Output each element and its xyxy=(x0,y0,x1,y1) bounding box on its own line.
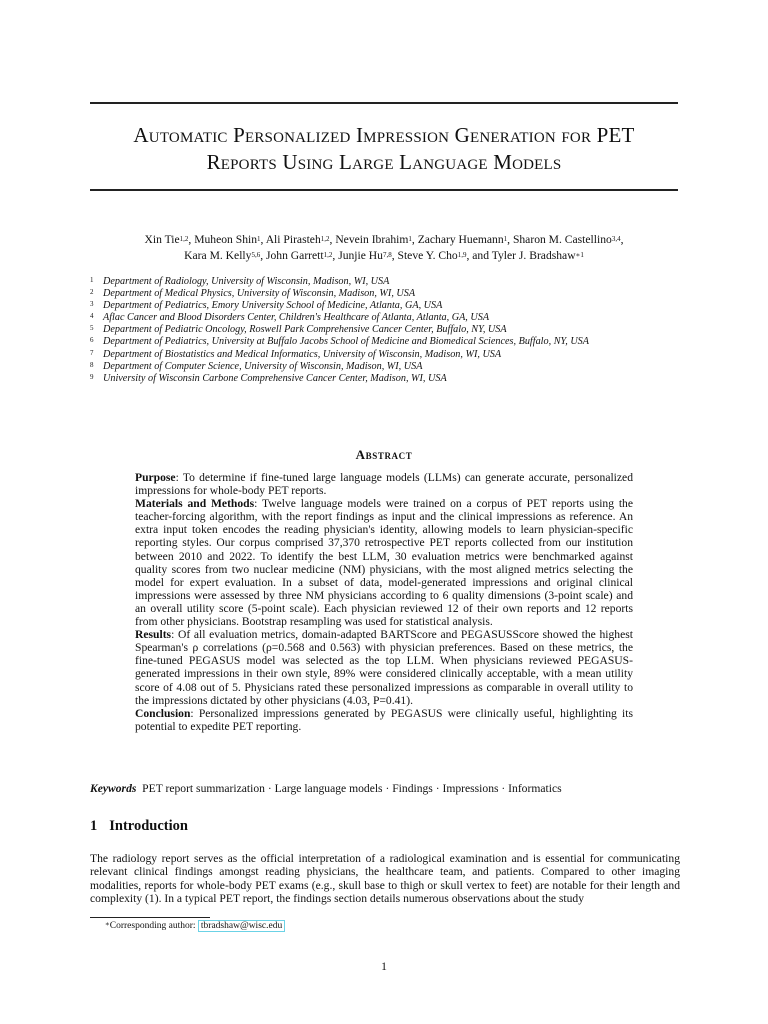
affiliation-item xyxy=(90,288,690,300)
footnote-mark: ∗ xyxy=(105,920,110,928)
top-rule xyxy=(90,102,678,104)
title-line-2 xyxy=(90,149,678,176)
abstract-text: : Of all evaluation metrics, domain-adapted BARTScore and PEGASUSScore showed the highest Spearman's ρ correlations (ρ=0.568 and 0.563) with physician preferences. Based on these metrics, the fine-tuned PEGASUS model was selected as the top LLM. When physicians reviewed PEGASUS-generated impressions in their own style, 89% were considered clinically acceptable, with a mean utility score of 4.08 out of 5. Physicians rated these personalized impressions as comparable in overall utility to the impressions dictated by other physicians (4.03, P=0.41). xyxy=(135,628,633,707)
title-smallcaps: utomatic xyxy=(148,123,234,147)
keywords xyxy=(90,782,562,795)
keywords-text: PET report summarization · Large language models · Findings · Impressions · Informatics xyxy=(142,782,562,795)
author-name: Junjie Hu xyxy=(338,249,383,262)
author-name: Ali Pirasteh xyxy=(265,233,321,246)
section-heading xyxy=(90,818,188,835)
abstract-label: Results xyxy=(135,628,172,642)
author-name: Muheon Shin xyxy=(194,233,258,246)
author-line-2: Kara M. Kelly$^{5,6}$, John Garrett$^{1,2}$, Junjie Hu$^{7,8}$, Steve Y. Cho$^{1,9}$, and Tyler J. Bradshaw$^{∗1}$ xyxy=(184,249,584,262)
affiliation-text: Department of Medical Physics, University of Wisconsin, Madison, WI, USA xyxy=(103,288,416,300)
affiliation-number: 9 xyxy=(90,372,94,381)
affiliation-item xyxy=(90,373,690,385)
title-cap: L xyxy=(399,150,413,174)
author-affil-mark: 1,2 xyxy=(179,235,189,243)
title-smallcaps: eneration for xyxy=(469,123,597,147)
abstract-label: Materials and Methods xyxy=(135,497,255,511)
author-affil-mark: 1 xyxy=(257,235,261,243)
affiliation-item xyxy=(90,349,690,361)
abstract-label: Conclusion xyxy=(135,706,191,720)
intro-paragraph: The radiology report serves as the official interpretation of a radiological examination and is essential for communicating relevant clinical findings amongst reading physicians, the healthcare team, and patients. Compared to other imaging modalities, reports for whole-body PET exams (e.g., skull base to thigh or skull vertex to feet) are notable for their length and complexity (1). In a typical PET report, the findings section details numerous observations about the study xyxy=(90,852,680,905)
affiliation-number: 1 xyxy=(90,276,94,284)
title-smallcaps: eports xyxy=(220,150,283,174)
author-affil-mark: 1,9 xyxy=(457,251,467,259)
author-affil-mark: 1 xyxy=(408,235,412,243)
title-smallcaps: odels xyxy=(512,150,562,174)
affiliation-item xyxy=(90,300,690,312)
author-affil-mark: 1 xyxy=(503,235,508,243)
author-affil-mark: ∗1 xyxy=(575,251,584,259)
title-cap: U xyxy=(282,150,298,174)
affiliation-item xyxy=(90,324,690,336)
affiliation-text: Department of Pediatrics, Emory University School of Medicine, Atlanta, GA, USA xyxy=(103,300,443,312)
author-name: Xin Tie xyxy=(144,233,180,246)
author-affil-mark: 5,6 xyxy=(251,251,261,259)
affiliation-number: 2 xyxy=(90,288,94,297)
abstract-paragraph xyxy=(135,707,633,733)
author-affil-mark: 7,8 xyxy=(382,251,392,259)
affiliation-number: 6 xyxy=(90,336,94,345)
author-affil-mark: 1,2 xyxy=(323,251,333,259)
affiliation-text: Department of Computer Science, University of Wisconsin, Madison, WI, USA xyxy=(103,360,423,372)
title-cap: M xyxy=(493,150,513,174)
author-name: Zachary Huemann xyxy=(417,233,504,246)
affiliation-text: Aflac Cancer and Blood Disorders Center, Children's Healthcare of Atlanta, Atlanta, GA, USA xyxy=(103,312,490,324)
author-name: Sharon M. Castellino xyxy=(512,233,612,246)
author-affil-mark: 3,4 xyxy=(611,235,621,243)
title-cap: L xyxy=(339,150,353,174)
affiliation-number: 4 xyxy=(90,312,94,321)
abstract-label: Purpose xyxy=(135,471,176,484)
title-line-1 xyxy=(90,122,678,149)
title-smallcaps: ersonalized xyxy=(244,123,356,147)
abstract-paragraph xyxy=(135,497,633,628)
author-affil-mark: 1,2 xyxy=(320,235,330,243)
author-name: Steve Y. Cho xyxy=(397,249,458,262)
author-name: Nevein Ibrahim xyxy=(335,233,409,246)
affiliation-text: University of Wisconsin Carbone Comprehensive Cancer Center, Madison, WI, USA xyxy=(103,372,447,384)
affiliation-item xyxy=(90,361,690,373)
title-cap: PET xyxy=(596,123,635,147)
affiliation-item xyxy=(90,336,690,348)
affiliation-item xyxy=(90,276,690,288)
affiliation-number: 3 xyxy=(90,300,94,309)
title-cap: I xyxy=(355,123,364,147)
author-name: Kara M. Kelly xyxy=(184,249,252,262)
abstract-paragraph xyxy=(135,471,633,497)
abstract-body xyxy=(135,471,633,733)
footnote-label: Corresponding author: xyxy=(109,921,198,931)
abstract-text: : Personalized impressions generated by PEGASUS were clinically useful, highlighting its potential to expedite PET reporting. xyxy=(135,706,633,733)
affiliation-text: Department of Pediatrics, University at Buffalo Jacobs School of Medicine and Biomedical Sciences, Buffalo, NY, USA xyxy=(103,336,589,348)
section-number: 1 xyxy=(90,818,98,834)
abstract-text: : Twelve language models were trained on a corpus of PET reports using the teacher-forcing algorithm, with the report findings as input and the clinical impressions as reference. An extra input token encodes the reading physician's identity, allowing models to learn physician-specific reporting styles. Our corpus comprised 37,370 retrospective PET reports collected from our institution between 2010 and 2022. To identify the best LLM, 30 evaluation metrics were benchmarked against quality scores from two nuclear medicine (NM) physicians, with the most aligned metrics selecting the model for expert evaluation. In a subset of data, model-generated impressions and original clinical impressions were assessed by three NM physicians according to 6 quality dimensions (3-point scale) and an overall utility score (5-point scale). Each physician reviewed 12 of their own reports and 12 reports from other physicians. Bootstrap resampling was used for statistical analysis. xyxy=(135,497,633,629)
footnote xyxy=(105,921,285,931)
author-name: and Tyler J. Bradshaw xyxy=(472,249,576,262)
title-cap: P xyxy=(233,123,245,147)
bottom-title-rule xyxy=(90,189,678,191)
title-smallcaps: arge xyxy=(352,150,400,174)
affiliation-text: Department of Biostatistics and Medical Informatics, University of Wisconsin, Madison, WI, USA xyxy=(103,348,502,360)
affiliation-number: 8 xyxy=(90,360,94,369)
affiliation-item xyxy=(90,312,690,324)
affiliation-number: 5 xyxy=(90,324,94,333)
affiliation-number: 7 xyxy=(90,348,94,357)
title-cap: R xyxy=(206,150,221,174)
author-name: John Garrett xyxy=(266,249,324,262)
title-cap: G xyxy=(454,123,470,147)
author-list xyxy=(90,232,678,264)
affiliation-text: Department of Pediatric Oncology, Roswell Park Comprehensive Cancer Center, Buffalo, NY, USA xyxy=(103,324,507,336)
page-number: 1 xyxy=(381,960,387,973)
title-smallcaps: mpression xyxy=(363,123,455,147)
corresponding-email-link[interactable]: tbradshaw@wisc.edu xyxy=(198,920,285,932)
keywords-label: Keywords xyxy=(90,782,137,795)
abstract-paragraph xyxy=(135,628,633,707)
title-smallcaps: sing xyxy=(297,150,340,174)
abstract-text: : To determine if fine-tuned large language models (LLMs) can generate accurate, personalized impressions for whole-body PET reports. xyxy=(135,471,633,498)
affiliation-text: Department of Radiology, University of Wisconsin, Madison, WI, USA xyxy=(103,276,390,287)
paper-title xyxy=(90,122,678,176)
section-title: Introduction xyxy=(109,818,188,834)
affiliation-list xyxy=(90,276,690,385)
title-smallcaps: anguage xyxy=(412,150,494,174)
footnote-rule xyxy=(90,917,210,918)
abstract-heading: Abstract xyxy=(355,447,413,462)
author-line-1: Xin Tie$^{1,2}$, Muheon Shin$^1$, Ali Pirasteh$^{1,2}$, Nevein Ibrahim$^1$, Zachary Huemann$^1$, Sharon M. Castellino$^{3,4}$, xyxy=(144,233,624,246)
title-cap: A xyxy=(133,123,149,147)
